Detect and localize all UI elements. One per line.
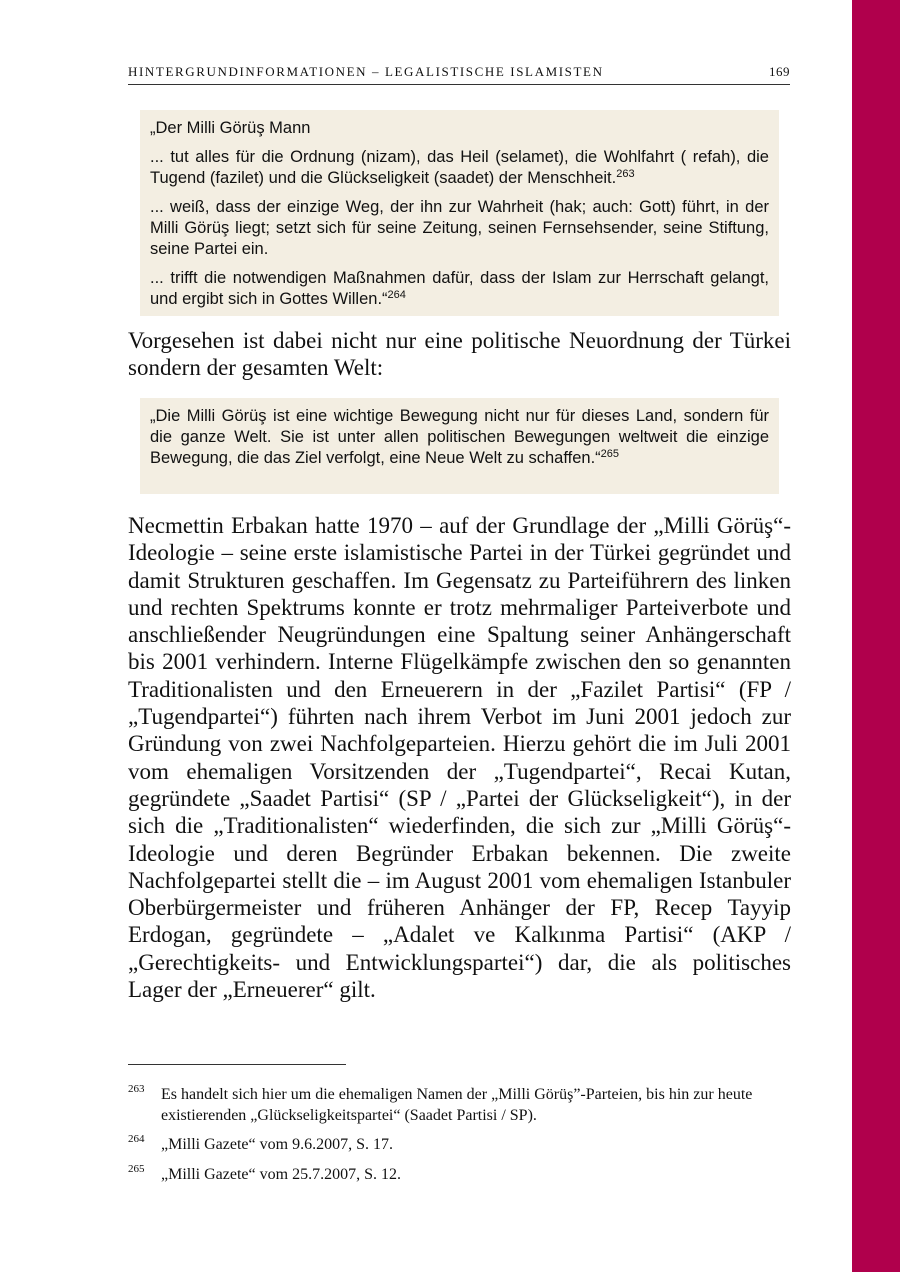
footnote-number: 265 <box>128 1163 145 1175</box>
quote-box-neue-welt <box>140 398 779 494</box>
quote-item-text: ... trifft die notwendigen Maßnahmen dafür, dass der Islam zur Herrschaft gelangt, und ergibt sich in Gottes Willen.“ <box>150 269 769 308</box>
quote-item-text: ... tut alles für die Ordnung (nizam), das Heil (selamet), die Wohlfahrt ( refah), die Tugend (fazilet) und die Glückseligkeit (saadet) der Menschheit. <box>150 148 769 187</box>
footnote-number: 263 <box>128 1083 145 1095</box>
footnote-text: „Milli Gazete“ vom 25.7.2007, S. 12. <box>161 1166 401 1183</box>
header-title: HINTERGRUNDINFORMATIONEN – LEGALISTISCHE ISLAMISTEN <box>128 64 604 79</box>
page-header <box>128 64 790 85</box>
quote-text <box>150 406 769 469</box>
side-color-bar <box>852 0 900 1272</box>
body-paragraph: Necmettin Erbakan hatte 1970 – auf der Grundlage der „Milli Görüş“-Ideologie – seine erste islamistische Partei in der Türkei gegründet und damit Strukturen geschaffen. Im Gegensatz zu Parteiführern des linken und rechten Spektrums konnte er trotz mehrmaliger Parteiverbote und anschließender Neugründungen eine Spaltung seiner Anhängerschaft bis 2001 verhindern. Interne Flügelkämpfe zwischen den so genannten Traditionalisten und den Erneuerern in der „Fazilet Partisi“ (FP / „Tugendpartei“) führten nach ihrem Verbot im Juni 2001 jedoch zur Gründung von zwei Nachfolgeparteien. Hierzu gehört die im Juli 2001 vom ehemaligen Vorsitzenden der „Tugendpartei“, Recai Kutan, gegründete „Saadet Partisi“ (SP / „Partei der Glückseligkeit“), in der sich die „Traditionalisten“ wiederfinden, die sich zur „Milli Görüş“-Ideologie und deren Begründer Erbakan bekennen. Die zweite Nachfolgepartei stellt die – im August 2001 vom ehemaligen Istanbuler Oberbürgermeister und früheren Anhänger der FP, Recep Tayyip Erdogan, gegründete – „Adalet ve Kalkınma Partisi“ (AKP / „Gerechtigkeits- und Entwicklungspartei“) dar, die als politisches Lager der „Erneuerer“ gilt. <box>128 513 791 1003</box>
quote-item-text: ... weiß, dass der einzige Weg, der ihn zur Wahrheit (hak; auch: Gott) führt, in der Milli Görüş liegt; setzt sich für seine Zeitung, seinen Fernsehsender, seine Stiftung, seine Partei ein. <box>150 198 769 258</box>
quote-item <box>150 147 769 189</box>
footnote <box>128 1084 791 1126</box>
quote-box-milli-goerues-mann <box>140 110 779 316</box>
footnote-ref[interactable]: 263 <box>616 168 635 180</box>
quote-item <box>150 197 769 260</box>
footnote-ref[interactable]: 265 <box>600 448 620 460</box>
footnote-number: 264 <box>128 1133 145 1145</box>
footnote-ref[interactable]: 264 <box>387 289 406 301</box>
quote-item <box>150 268 769 310</box>
quote-text-body: „Die Milli Görüş ist eine wichtige Bewegung nicht nur für dieses Land, sondern für die ganze Welt. Sie ist unter allen politischen Bewegungen weltweit die einzige Bewegung, die das Ziel verfolgt, eine Neue Welt zu schaffen.“ <box>150 407 769 467</box>
footnote-text: „Milli Gazete“ vom 9.6.2007, S. 17. <box>161 1136 393 1153</box>
body-paragraph: Vorgesehen ist dabei nicht nur eine politische Neuordnung der Türkei sondern der gesamten Welt: <box>128 328 791 381</box>
footnote <box>128 1134 791 1155</box>
page-number: 169 <box>769 64 790 79</box>
quote-title: „Der Milli Görüş Mann <box>150 119 311 137</box>
footnote-divider <box>128 1064 346 1065</box>
footnote <box>128 1164 791 1185</box>
footnote-text: Es handelt sich hier um die ehemaligen Namen der „Milli Görüş”-Parteien, bis hin zur heute existierenden „Glückseligkeitspartei“ (Saadet Partisi / SP). <box>161 1086 753 1124</box>
